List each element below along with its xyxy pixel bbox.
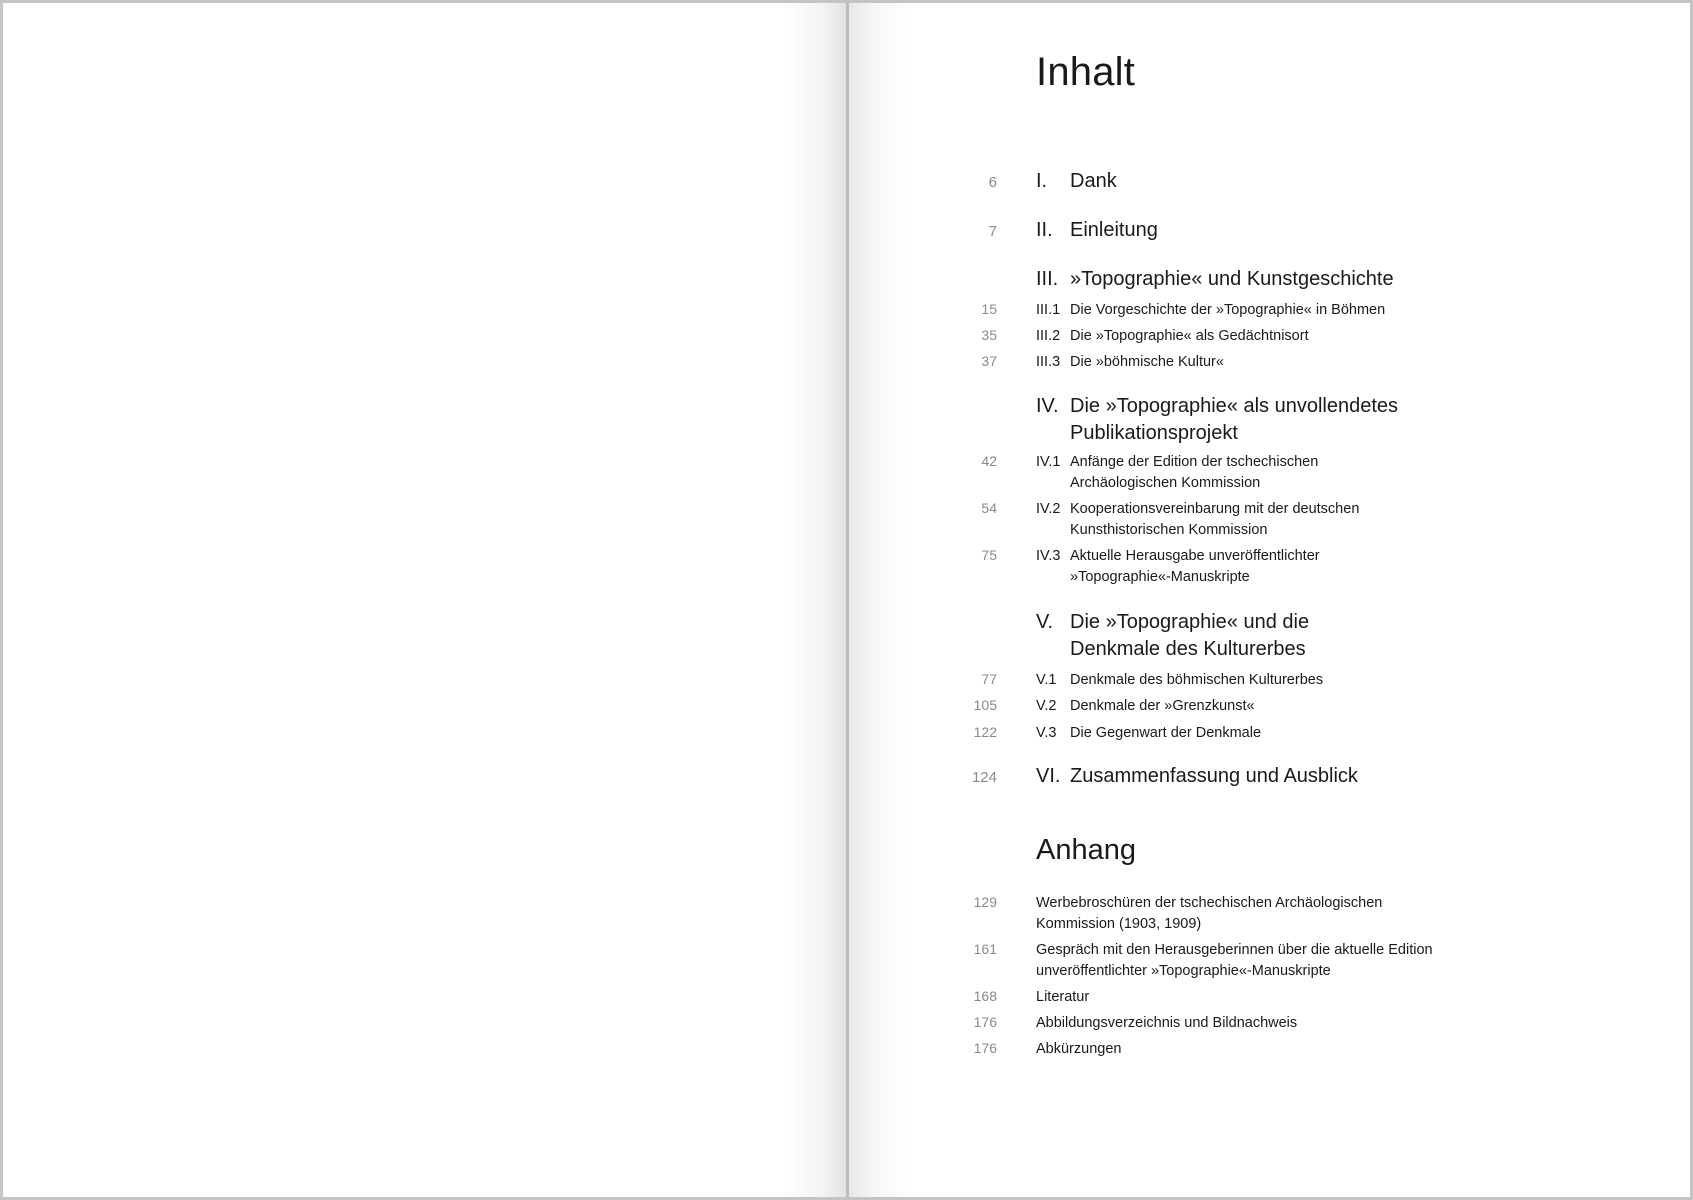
section-title: Kooperationsvereinbarung mit der deutschen Kunsthistorischen Kommission: [1070, 501, 1360, 538]
chapter-number: VI.: [1036, 765, 1061, 787]
section-title: Anfänge der Edition der tschechischen Archäologischen Kommission: [1070, 454, 1319, 491]
page-number: 35: [981, 327, 997, 343]
page-number: 75: [981, 547, 997, 563]
chapter-number: II.: [1036, 219, 1053, 241]
chapter-title: Zusammenfassung und Ausblick: [1070, 765, 1358, 787]
toc-heading: Inhalt: [1036, 50, 1136, 94]
section-number: III.3: [1036, 354, 1061, 370]
page-number: 42: [981, 453, 997, 469]
left-page-blank: [3, 3, 846, 1197]
page-number: 129: [973, 894, 997, 910]
page-number: 122: [973, 724, 997, 740]
section-number: V.2: [1036, 698, 1057, 714]
section-number: IV.1: [1036, 454, 1061, 470]
section-title: Die Gegenwart der Denkmale: [1070, 725, 1262, 741]
page-number: 124: [971, 769, 997, 786]
chapter-number: III.: [1036, 268, 1059, 290]
appendix-entry-title: Literatur: [1036, 989, 1090, 1005]
chapter-number: V.: [1036, 611, 1054, 633]
chapter-title: Die »Topographie« als unvollendetes Publikationsprojekt: [1070, 395, 1399, 444]
chapter-title: Einleitung: [1070, 219, 1158, 241]
page-number: 7: [988, 223, 997, 240]
page-number: 54: [981, 500, 997, 516]
section-title: Die Vorgeschichte der »Topographie« in Böhmen: [1070, 302, 1386, 318]
chapter-title: Die »Topographie« und die Denkmale des Kulturerbes: [1070, 611, 1310, 660]
appendix-entry-title: Abkürzungen: [1036, 1041, 1122, 1057]
page-number: 161: [973, 941, 997, 957]
chapter-title: Dank: [1070, 170, 1117, 192]
section-number: III.1: [1036, 302, 1061, 318]
section-number: IV.2: [1036, 501, 1061, 517]
section-title: Denkmale des böhmischen Kulturerbes: [1070, 672, 1324, 688]
section-title: Denkmale der »Grenzkunst«: [1070, 698, 1255, 714]
page-number: 77: [981, 671, 997, 687]
page-number: 37: [981, 353, 997, 369]
section-number: V.1: [1036, 672, 1057, 688]
chapter-title: »Topographie« und Kunstgeschichte: [1070, 268, 1394, 290]
page-number: 168: [973, 988, 997, 1004]
page-number: 6: [988, 174, 997, 191]
appendix-heading: Anhang: [1036, 834, 1136, 866]
page-number: 176: [973, 1014, 997, 1030]
appendix-entry-title: Abbildungsverzeichnis und Bildnachweis: [1036, 1015, 1298, 1031]
section-title: Die »Topographie« als Gedächtnisort: [1070, 328, 1309, 344]
appendix-entry-title: Gespräch mit den Herausgeberinnen über die aktuelle Edition unveröffentlichter »Topographie«-Manuskripte: [1036, 942, 1433, 979]
chapter-number: IV.: [1036, 395, 1059, 417]
page-number: 15: [981, 301, 997, 317]
section-number: IV.3: [1036, 548, 1061, 564]
chapter-number: I.: [1036, 170, 1048, 192]
section-number: V.3: [1036, 725, 1057, 741]
appendix-entry-title: Werbebroschüren der tschechischen Archäologischen Kommission (1903, 1909): [1036, 895, 1383, 932]
section-number: III.2: [1036, 328, 1061, 344]
section-title: Die »böhmische Kultur«: [1070, 354, 1224, 370]
page-number: 105: [973, 697, 997, 713]
section-title: Aktuelle Herausgabe unveröffentlichter »Topographie«-Manuskripte: [1070, 548, 1320, 585]
page-number: 176: [973, 1040, 997, 1056]
